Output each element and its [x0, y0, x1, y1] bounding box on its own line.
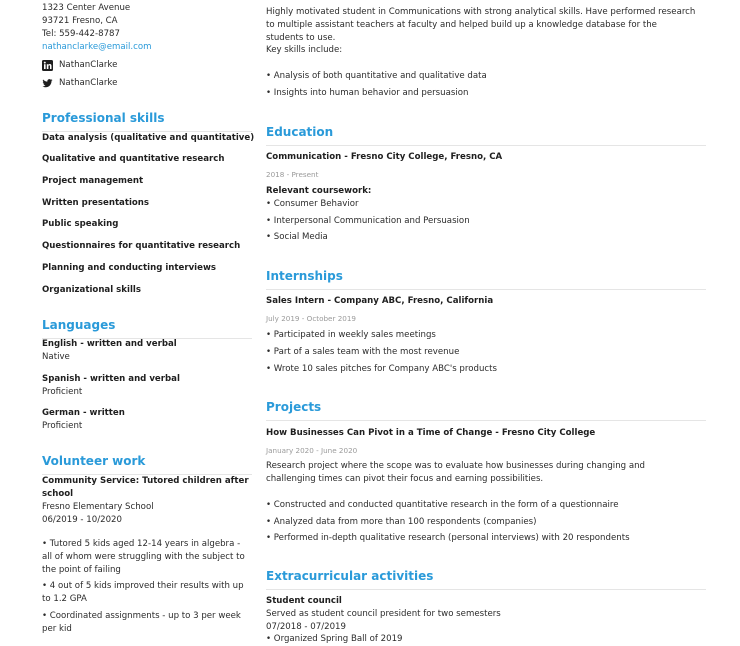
extracurricular-title: Student council: [266, 596, 342, 606]
internships-heading: Internships: [266, 269, 343, 283]
volunteer-title: Community Service: Tutored children after: [42, 476, 249, 486]
extracurricular-section: [266, 568, 706, 590]
key-skill-bullet: • Insights into human behavior and persuasion: [266, 88, 469, 98]
languages-heading: Languages: [42, 318, 116, 332]
course-item: • Interpersonal Communication and Persuasion: [266, 216, 470, 226]
linkedin-handle: NathanClarke: [59, 60, 118, 70]
internship-dates: July 2019 - October 2019: [266, 314, 357, 323]
volunteer-bullet: • 4 out of 5 kids improved their results with up to 1.2 GPA: [42, 581, 244, 604]
project-bullet: • Analyzed data from more than 100 respondents (companies): [266, 517, 537, 527]
project-title: How Businesses Can Pivot in a Time of Change - Fresno City College: [266, 428, 596, 438]
twitter-handle: NathanClarke: [59, 78, 118, 88]
volunteer-bullet: • Coordinated assignments - up to 3 per week per kid: [42, 611, 241, 634]
education-title: Communication - Fresno City College, Fresno, CA: [266, 152, 503, 162]
coursework-label: Relevant coursework:: [266, 186, 372, 196]
key-skill-bullet: • Analysis of both quantitative and qualitative data: [266, 71, 487, 81]
extracurricular-bullet: • Organized Spring Ball of 2019: [266, 634, 403, 644]
language-name: Spanish - written and verbal: [42, 374, 180, 384]
language-level: Proficient: [42, 421, 83, 431]
key-skills-intro: Key skills include:: [266, 45, 343, 55]
internships-section: [266, 268, 706, 290]
projects-section: [266, 399, 706, 421]
skills-section: [42, 110, 252, 132]
extracurricular-heading: Extracurricular activities: [266, 569, 434, 583]
skill-item: Questionnaires for quantitative research: [42, 241, 241, 251]
project-bullet: • Constructed and conducted quantitative research in the form of a questionnaire: [266, 500, 619, 510]
volunteer-heading: Volunteer work: [42, 454, 146, 468]
project-bullet: • Performed in-depth qualitative research (personal interviews) with 20 respondents: [266, 533, 630, 543]
internships-divider: [266, 289, 706, 290]
extracurricular-description: Served as student council president for two semesters: [266, 609, 501, 619]
volunteer-title-cont: school: [42, 489, 74, 499]
phone: Tel: 559-442-8787: [42, 29, 120, 39]
volunteer-org: Fresno Elementary School: [42, 502, 154, 512]
course-item: • Consumer Behavior: [266, 199, 359, 209]
skill-item: Data analysis (qualitative and quantitative): [42, 133, 255, 143]
city: 93721 Fresno, CA: [42, 16, 118, 26]
skill-item: Project management: [42, 176, 144, 186]
twitter-icon: [42, 78, 53, 89]
volunteer-bullet: • Tutored 5 kids aged 12-14 years in algebra - all of whom were struggling with the subject to the point of failing: [42, 539, 245, 575]
languages-section: [42, 317, 252, 339]
skill-item: Written presentations: [42, 198, 150, 208]
course-item: • Social Media: [266, 232, 328, 242]
education-divider: [266, 145, 706, 146]
project-description: Research project where the scope was to evaluate how businesses during changing and challenging times can pivot their focus and earning possibilities.: [266, 461, 645, 484]
language-level: Proficient: [42, 387, 83, 397]
linkedin-link[interactable]: [42, 59, 117, 72]
profile-summary: Highly motivated student in Communications with strong analytical skills. Have performed research to multiple assistant teachers at faculty and helped build up a knowledge database for the students to use.: [266, 7, 696, 43]
education-heading: Education: [266, 125, 334, 139]
internship-title: Sales Intern - Company ABC, Fresno, California: [266, 296, 494, 306]
skills-heading: Professional skills: [42, 111, 165, 125]
language-name: German - written: [42, 408, 125, 418]
volunteer-dates: 06/2019 - 10/2020: [42, 515, 122, 525]
extracurricular-divider: [266, 589, 706, 590]
language-name: English - written and verbal: [42, 339, 177, 349]
projects-heading: Projects: [266, 400, 322, 414]
skill-item: Qualitative and quantitative research: [42, 154, 225, 164]
skill-item: Public speaking: [42, 219, 119, 229]
twitter-link[interactable]: [42, 77, 117, 90]
skill-item: Planning and conducting interviews: [42, 263, 217, 273]
project-dates: January 2020 - June 2020: [266, 446, 358, 455]
extracurricular-dates: 07/2018 - 07/2019: [266, 622, 346, 632]
education-dates: 2018 - Present: [266, 170, 319, 179]
skill-item: Organizational skills: [42, 285, 141, 295]
linkedin-icon: [42, 60, 53, 71]
language-level: Native: [42, 352, 70, 362]
internship-bullet: • Part of a sales team with the most revenue: [266, 347, 460, 357]
email-link[interactable]: nathanclarke@email.com: [42, 42, 152, 52]
internship-bullet: • Wrote 10 sales pitches for Company ABC's products: [266, 364, 497, 374]
education-section: [266, 124, 706, 146]
volunteer-section: [42, 453, 252, 475]
projects-divider: [266, 420, 706, 421]
internship-bullet: • Participated in weekly sales meetings: [266, 330, 436, 340]
address: 1323 Center Avenue: [42, 3, 131, 13]
